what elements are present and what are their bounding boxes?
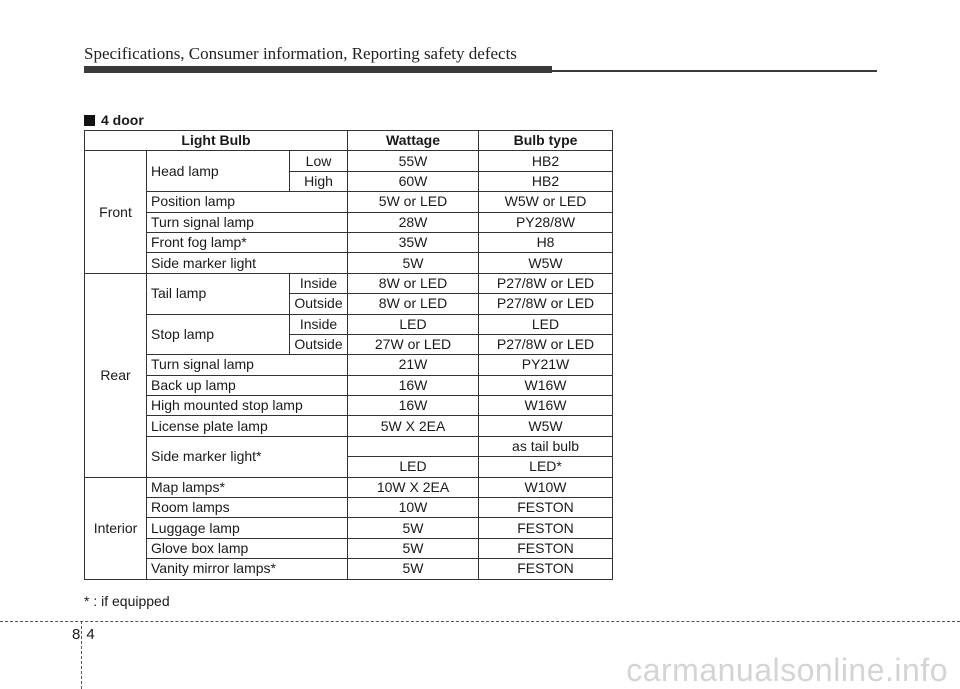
bulb-type-cell: FESTON <box>479 538 613 558</box>
item-position-lamp: Position lamp <box>147 192 348 212</box>
wattage-cell <box>348 436 479 456</box>
group-label-front: Front <box>85 151 147 273</box>
bulb-type-cell: HB2 <box>479 171 613 191</box>
table-row <box>85 396 613 416</box>
table-row <box>85 273 613 293</box>
table-row <box>85 375 613 395</box>
bulb-type-cell: LED* <box>479 457 613 477</box>
section-heading-text: 4 door <box>101 112 144 128</box>
item-tail-lamp: Tail lamp <box>147 273 290 314</box>
bulb-type-cell: PY28/8W <box>479 212 613 232</box>
wattage-cell: 10W <box>348 498 479 518</box>
wattage-cell: 60W <box>348 171 479 191</box>
wattage-cell: 55W <box>348 151 479 171</box>
item-high-mounted-stop-lamp: High mounted stop lamp <box>147 396 348 416</box>
wattage-cell: 16W <box>348 396 479 416</box>
table-row <box>85 518 613 538</box>
col-header-bulb-type: Bulb type <box>479 131 613 151</box>
bulb-type-cell: LED <box>479 314 613 334</box>
item-front-fog-lamp: Front fog lamp* <box>147 232 348 252</box>
bulb-type-cell: P27/8W or LED <box>479 294 613 314</box>
table-row <box>85 253 613 273</box>
item-turn-signal-lamp: Turn signal lamp <box>147 355 348 375</box>
bulb-type-cell: P27/8W or LED <box>479 334 613 354</box>
header-rule-thin <box>552 70 877 72</box>
table-row <box>85 355 613 375</box>
table-row <box>85 151 613 171</box>
wattage-cell: 5W <box>348 559 479 579</box>
header-rule <box>84 66 552 73</box>
item-head-lamp: Head lamp <box>147 151 290 192</box>
item-side-marker-light: Side marker light <box>147 253 348 273</box>
table-row <box>85 212 613 232</box>
wattage-cell: 8W or LED <box>348 294 479 314</box>
table-row <box>85 477 613 497</box>
bulb-type-cell: as tail bulb <box>479 436 613 456</box>
item-back-up-lamp: Back up lamp <box>147 375 348 395</box>
sub-outside: Outside <box>290 334 348 354</box>
section-heading <box>84 112 144 128</box>
bulb-type-cell: FESTON <box>479 518 613 538</box>
group-label-interior: Interior <box>85 477 147 579</box>
table-header-row <box>85 131 613 151</box>
bulb-type-cell: W5W <box>479 416 613 436</box>
bulb-type-cell: W5W <box>479 253 613 273</box>
item-license-plate-lamp: License plate lamp <box>147 416 348 436</box>
bulb-type-cell: P27/8W or LED <box>479 273 613 293</box>
sub-outside: Outside <box>290 294 348 314</box>
page-divider <box>0 621 960 622</box>
wattage-cell: 28W <box>348 212 479 232</box>
item-vanity-mirror-lamps: Vanity mirror lamps* <box>147 559 348 579</box>
item-map-lamps: Map lamps* <box>147 477 348 497</box>
bulb-type-cell: FESTON <box>479 559 613 579</box>
bulb-type-cell: H8 <box>479 232 613 252</box>
page-number: 84 <box>72 626 101 643</box>
wattage-cell: 5W <box>348 253 479 273</box>
table-row <box>85 538 613 558</box>
watermark: carmanualsonline.info <box>626 652 948 688</box>
sub-low: Low <box>290 151 348 171</box>
table-row <box>85 436 613 456</box>
table-row <box>85 416 613 436</box>
col-header-light-bulb: Light Bulb <box>85 131 348 151</box>
group-label-rear: Rear <box>85 273 147 477</box>
wattage-cell: 5W X 2EA <box>348 416 479 436</box>
wattage-cell: LED <box>348 457 479 477</box>
bulb-type-cell: HB2 <box>479 151 613 171</box>
wattage-cell: 8W or LED <box>348 273 479 293</box>
item-turn-signal-lamp: Turn signal lamp <box>147 212 348 232</box>
table-row <box>85 192 613 212</box>
wattage-cell: 27W or LED <box>348 334 479 354</box>
bulb-type-cell: W5W or LED <box>479 192 613 212</box>
item-side-marker-light: Side marker light* <box>147 436 348 477</box>
wattage-cell: 10W X 2EA <box>348 477 479 497</box>
table-row <box>85 559 613 579</box>
bulb-spec-table <box>84 130 613 580</box>
bulb-type-cell: PY21W <box>479 355 613 375</box>
bulb-type-cell: FESTON <box>479 498 613 518</box>
footnote: * : if equipped <box>84 593 170 609</box>
table-row <box>85 498 613 518</box>
bulb-type-cell: W16W <box>479 396 613 416</box>
table-row <box>85 314 613 334</box>
item-luggage-lamp: Luggage lamp <box>147 518 348 538</box>
item-room-lamps: Room lamps <box>147 498 348 518</box>
item-glove-box-lamp: Glove box lamp <box>147 538 348 558</box>
page-header-title: Specifications, Consumer information, Reporting safety defects <box>84 44 517 63</box>
wattage-cell: 21W <box>348 355 479 375</box>
col-header-wattage: Wattage <box>348 131 479 151</box>
wattage-cell: 35W <box>348 232 479 252</box>
square-bullet-icon <box>84 115 95 126</box>
table-row <box>85 232 613 252</box>
sub-inside: Inside <box>290 314 348 334</box>
wattage-cell: 5W <box>348 538 479 558</box>
bulb-type-cell: W16W <box>479 375 613 395</box>
wattage-cell: LED <box>348 314 479 334</box>
sub-inside: Inside <box>290 273 348 293</box>
wattage-cell: 16W <box>348 375 479 395</box>
wattage-cell: 5W or LED <box>348 192 479 212</box>
wattage-cell: 5W <box>348 518 479 538</box>
item-stop-lamp: Stop lamp <box>147 314 290 355</box>
sub-high: High <box>290 171 348 191</box>
bulb-type-cell: W10W <box>479 477 613 497</box>
